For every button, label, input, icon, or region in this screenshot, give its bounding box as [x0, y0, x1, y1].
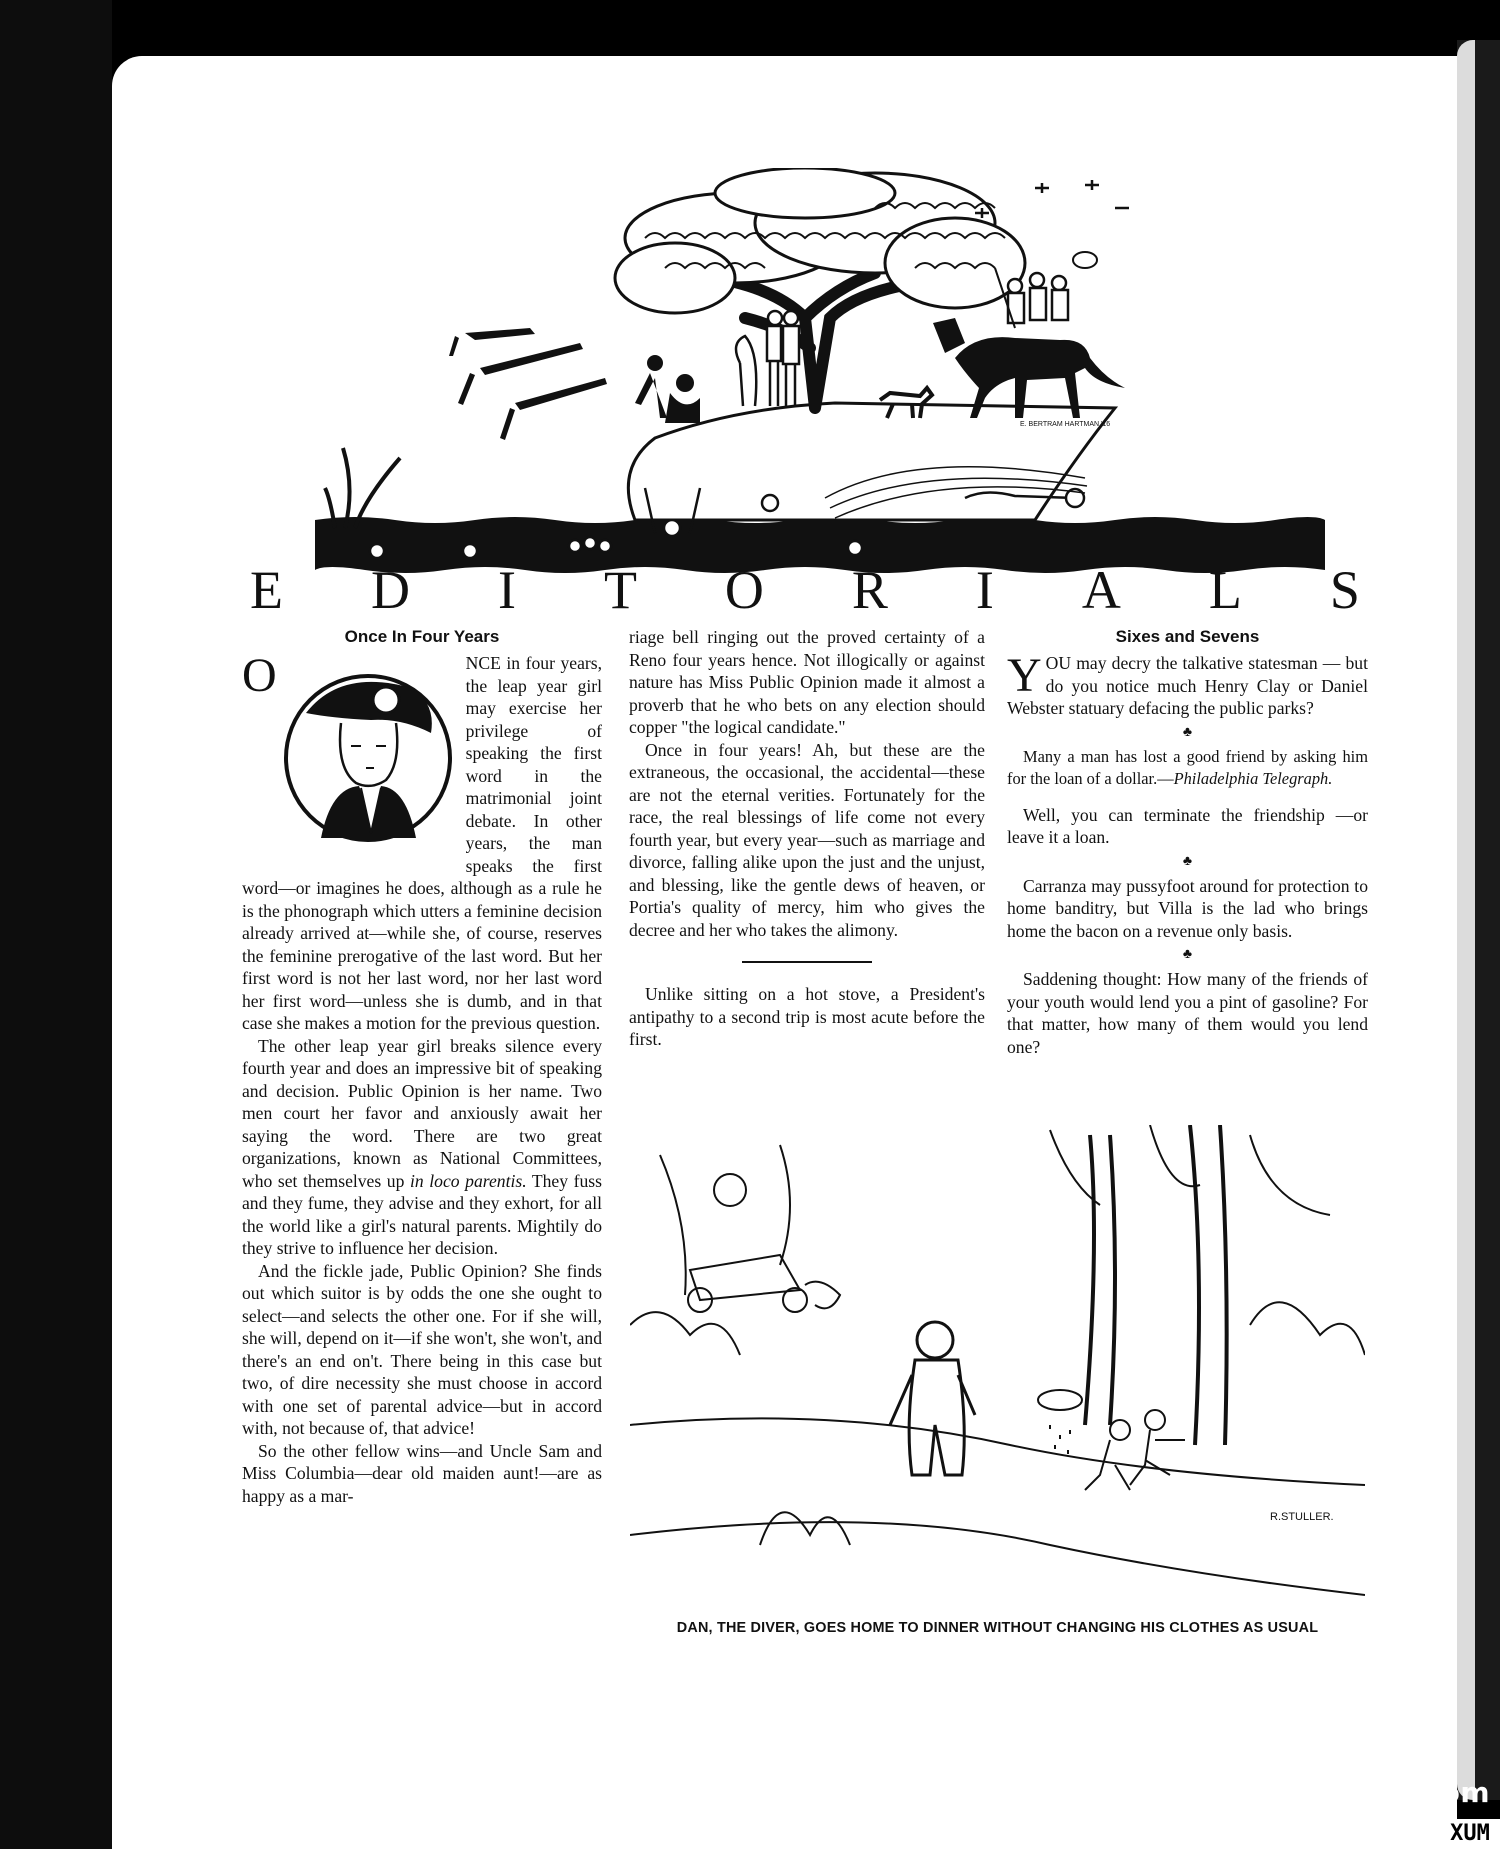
artist-signature: E. BERTRAM HARTMAN '16 [1020, 421, 1111, 428]
diver-silhouettes [449, 328, 700, 440]
lead-word: NCE [465, 653, 501, 673]
title-letter: I [497, 560, 516, 620]
facing-page-edge [1457, 40, 1500, 1800]
article-paragraph [1007, 649, 1368, 720]
cartoonist-signature: R.STULLER. [1270, 1511, 1334, 1523]
scan-left-border [0, 0, 112, 1849]
birds [975, 180, 1129, 218]
paragraph-text: Many a man has lost a good friend by asking him for the loan of a dollar.— [1007, 746, 1368, 788]
header-illustration [315, 168, 1325, 573]
page-title [250, 560, 1360, 620]
article-heading: Sixes and Sevens [1115, 627, 1260, 646]
diver-cartoon-illustration [630, 1125, 1365, 1605]
quote-source: Philadelphia Telegraph. [1173, 768, 1333, 788]
article-paragraph: riage bell ringing out the proved certainty of a Reno four years hence. Not illogically or against nature has Miss Public Opinion made it almost a proverb that he who bets on any election should copper "the logical candidate." [629, 627, 985, 737]
scan-top-border [0, 0, 1500, 56]
title-letter: E [250, 560, 283, 620]
ornament-icon: ♣ [1182, 947, 1193, 962]
editorial-column-2 [629, 626, 985, 1051]
cartoon-caption: DAN, THE DIVER, GOES HOME TO DINNER WITHOUT CHANGING HIS CLOTHES AS USUAL [676, 1620, 1319, 1636]
article-paragraph: Well, you can terminate the friendship —or leave it a loan. [1007, 804, 1368, 847]
title-letter: I [975, 560, 994, 620]
title-letter: L [1208, 560, 1242, 620]
reeds [325, 448, 400, 528]
paragraph-text: may decry the talkative statesman — but do you notice much Henry Clay or Daniel Webster statuary defacing the public parks? [1007, 653, 1368, 718]
title-letter: D [370, 560, 410, 620]
article-paragraph: And the fickle jade, Public Opinion? She finds out which suitor is by odds the one she ought to select—and selects the other one. For if she will, she will, depend on it—if she won't, she won't, and there's an end on't. There being in this case but two, of dire necessity she must choose in accord with one set of parental advice—but in accord with, not because of, that advice! [242, 1260, 602, 1438]
standing-figures [736, 311, 799, 406]
article-paragraph: Saddening thought: How many of the friends of your youth would lend you a pint of gasoline? For that matter, how many of them would you lend one? [1007, 969, 1368, 1057]
ornament-icon: ♣ [1182, 853, 1193, 869]
lead-word: OU [1045, 653, 1072, 673]
drop-cap: Y [1007, 649, 1042, 702]
title-letter: A [1081, 560, 1121, 620]
drop-cap: O [242, 649, 277, 702]
article-paragraph: Unlike sitting on a hot stove, a President's antipathy to a second trip is most acute before the first. [629, 984, 985, 1049]
editorial-column-1 [242, 626, 602, 1507]
title-letter: R [851, 560, 888, 620]
title-letter: O [724, 560, 764, 620]
quoted-paragraph [1007, 746, 1368, 790]
paragraph-text: They fuss and they fume, they advise and they exhort, for all the world like a girl's natural parents. Mightily do they strive to influence her decision. [242, 1170, 602, 1258]
italic-phrase: in loco parentis. [410, 1170, 527, 1191]
article-paragraph: Carranza may pussyfoot around for protection to home banditry, but Villa is the lad who brings home the bacon on a revenue only basis. [1007, 875, 1368, 941]
ornament-icon: ♣ [1182, 724, 1193, 740]
title-letter: T [603, 560, 637, 620]
leap-year-girl-portrait [281, 658, 456, 856]
article-paragraph [242, 1035, 602, 1260]
article-paragraph [242, 649, 602, 1035]
section-divider [742, 961, 872, 963]
paragraph-text: in four years, the leap year girl may exercise her privilege of speaking the first word in the matrimonial joint debate. In other years, the man speaks the first word—or imagines he does, although as a rule he is the phonograph which utters a feminine decision already arrived at—while she, of course, reserves the feminine prerogative of the last word. But her first word is not her last word, nor her last word her first word—unless she is dumb, and in that case she makes a motion for the previous question. [242, 653, 602, 1033]
site-watermark: comicbooks.com [1222, 1776, 1490, 1809]
article-paragraph: Once in four years! Ah, but these are the extraneous, the occasional, the accidental—these are not the eternal verities. Fortunately for the race, the real blessings of life come not every fourth year, but every year—such as marriage and divorce, falling alike upon the just and the unjust, and blessing, like the gentle dews of heaven, or Portia's quality of mercy, him who gives the decree and her who takes the alimony. [629, 739, 985, 940]
article-heading: Once In Four Years [344, 627, 500, 646]
title-letter: S [1329, 560, 1360, 620]
tree-foliage [615, 168, 1025, 313]
editorial-column-3 [1007, 626, 1368, 1058]
paragraph-text: The other leap year girl breaks silence every fourth year and does an impressive bit of speaking and decision. Public Opinion is her name. Two men court her favor and anxiously await her saying the word. There are two great organizations, known as National Committees, who set themselves up [242, 1035, 602, 1191]
corner-tag: XUM [1440, 1819, 1500, 1849]
article-paragraph: So the other fellow wins—and Uncle Sam and Miss Columbia—dear old maiden aunt!—are as happy as a mar- [242, 1440, 602, 1506]
